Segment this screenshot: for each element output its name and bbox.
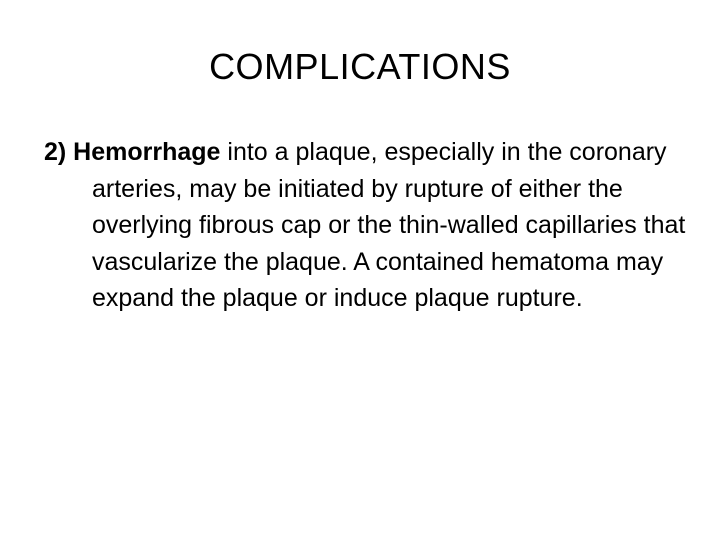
slide-body: [44, 134, 694, 317]
bullet-paragraph: [44, 134, 694, 317]
bullet-lead: 2) Hemorrhage: [44, 138, 221, 166]
slide-title: COMPLICATIONS: [209, 46, 511, 87]
bullet-text: into a plaque, especially in the coronary arteries, may be initiated by rupture of either the overlying fibrous cap or the thin-walled capillaries that vascularize the plaque. A contained hematoma may expand the plaque or induce plaque rupture.: [92, 138, 686, 312]
